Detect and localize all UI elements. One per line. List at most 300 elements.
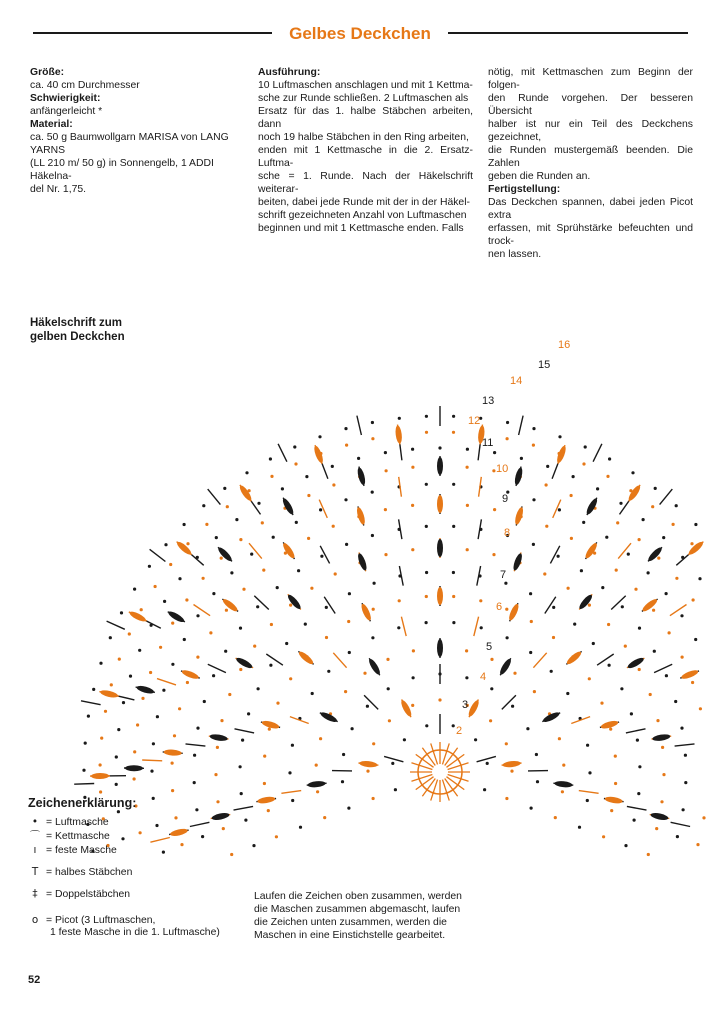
chain-stitch-mark <box>425 724 428 727</box>
cluster-stitch-mark <box>355 506 366 525</box>
cluster-stitch-mark <box>167 610 186 624</box>
chain-stitch-mark <box>489 719 492 722</box>
chain-stitch-mark <box>660 800 663 803</box>
chain-stitch-mark <box>293 445 296 448</box>
chain-stitch-icon: • <box>31 816 39 828</box>
chain-stitch-mark <box>588 677 591 680</box>
round-number-label: 7 <box>500 569 507 581</box>
chain-stitch-mark <box>550 670 553 673</box>
cluster-stitch-mark <box>584 542 599 560</box>
chain-stitch-mark <box>698 577 701 580</box>
cluster-stitch-mark <box>359 760 378 768</box>
round-number-label: 8 <box>504 527 511 539</box>
chain-stitch-mark <box>619 502 622 505</box>
chain-stitch-mark <box>505 608 508 611</box>
cluster-stitch-mark <box>542 711 561 724</box>
chain-stitch-mark <box>299 826 302 829</box>
chain-stitch-mark <box>532 444 535 447</box>
chain-stitch-mark <box>173 734 176 737</box>
chain-stitch-mark <box>316 790 319 793</box>
stitch-mark <box>333 653 346 668</box>
chain-stitch-mark <box>320 555 323 558</box>
chain-stitch-mark <box>253 645 256 648</box>
chain-stitch-mark <box>504 582 507 585</box>
chart-caption-line: gelben Deckchen <box>30 331 125 343</box>
chain-stitch-mark <box>642 518 645 521</box>
cluster-stitch-mark <box>507 603 520 622</box>
stitch-mark <box>266 654 283 665</box>
instruction-line: die Runden mustergemäß beenden. Die Zahlen <box>488 145 693 169</box>
stitch-mark <box>107 621 125 629</box>
round-number-label: 16 <box>558 339 571 351</box>
chain-stitch-mark <box>294 462 297 465</box>
cluster-stitch-mark <box>238 484 253 502</box>
chain-stitch-mark <box>601 586 604 589</box>
legend-item <box>28 844 117 857</box>
cluster-stitch-mark <box>399 699 413 718</box>
chain-stitch-mark <box>388 719 391 722</box>
chain-stitch-mark <box>386 658 389 661</box>
chain-stitch-mark <box>196 727 199 730</box>
chain-stitch-mark <box>220 719 223 722</box>
chain-stitch-mark <box>438 446 441 449</box>
cluster-stitch-mark <box>555 445 567 464</box>
chain-stitch-mark <box>692 598 695 601</box>
chain-stitch-mark <box>586 799 589 802</box>
chain-stitch-mark <box>545 483 548 486</box>
chain-stitch-mark <box>136 723 139 726</box>
chain-stitch-mark <box>363 672 366 675</box>
stitch-mark <box>150 838 169 843</box>
stitch-mark <box>190 822 210 826</box>
chain-stitch-mark <box>202 504 205 507</box>
chain-stitch-mark <box>637 792 640 795</box>
chain-stitch-mark <box>291 799 294 802</box>
chain-stitch-mark <box>558 508 561 511</box>
cluster-stitch-mark <box>512 552 524 571</box>
chain-stitch-mark <box>92 688 95 691</box>
chain-stitch-mark <box>327 670 330 673</box>
chain-stitch-mark <box>239 538 242 541</box>
cluster-stitch-mark <box>502 760 521 768</box>
chain-stitch-mark <box>122 701 125 704</box>
chain-stitch-mark <box>529 592 532 595</box>
chain-stitch-mark <box>223 487 226 490</box>
stitch-mark <box>142 760 162 761</box>
chain-stitch-mark <box>661 746 664 749</box>
picot-icon: o <box>31 914 39 926</box>
round-number-label: 3 <box>462 699 469 711</box>
chain-stitch-mark <box>305 475 308 478</box>
finishing-line: Das Deckchen spannen, dabei jeden Picot extra <box>488 197 693 221</box>
stitch-mark <box>150 549 166 561</box>
chain-stitch-mark <box>371 534 374 537</box>
chain-stitch-mark <box>171 663 174 666</box>
chain-stitch-mark <box>411 548 414 551</box>
legend-item-label: = Luftmasche <box>46 817 109 828</box>
chain-stitch-mark <box>552 606 555 609</box>
chain-stitch-mark <box>281 487 284 490</box>
chain-stitch-mark <box>684 781 687 784</box>
chain-stitch-mark <box>580 569 583 572</box>
chain-stitch-mark <box>657 557 660 560</box>
chain-stitch-mark <box>205 523 208 526</box>
chain-stitch-mark <box>344 498 347 501</box>
stitch-mark <box>281 791 301 794</box>
round-number-label: 2 <box>456 725 463 737</box>
chain-stitch-mark <box>570 537 573 540</box>
chain-stitch-mark <box>681 656 684 659</box>
chain-stitch-mark <box>291 744 294 747</box>
chain-stitch-mark <box>263 782 266 785</box>
chain-stitch-mark <box>247 712 250 715</box>
chain-stitch-mark <box>318 435 321 438</box>
chain-stitch-mark <box>694 638 697 641</box>
chain-stitch-mark <box>529 651 532 654</box>
chain-stitch-mark <box>257 502 260 505</box>
chain-stitch-mark <box>138 649 141 652</box>
chain-stitch-mark <box>425 415 428 418</box>
chain-stitch-mark <box>214 773 217 776</box>
chain-stitch-mark <box>289 677 292 680</box>
cluster-stitch-mark <box>356 467 366 486</box>
chain-stitch-mark <box>133 777 136 780</box>
chain-stitch-mark <box>99 790 102 793</box>
chain-stitch-mark <box>638 538 641 541</box>
chain-stitch-mark <box>268 728 271 731</box>
chain-stitch-mark <box>345 444 348 447</box>
stitch-mark <box>550 546 559 564</box>
cluster-stitch-mark <box>175 540 192 556</box>
chain-stitch-mark <box>240 792 243 795</box>
chain-stitch-mark <box>129 675 132 678</box>
chain-stitch-mark <box>202 577 205 580</box>
chain-stitch-mark <box>452 724 455 727</box>
chain-stitch-mark <box>627 553 630 556</box>
chain-stitch-mark <box>452 415 455 418</box>
round-number-label: 11 <box>482 437 494 449</box>
chain-stitch-mark <box>341 780 344 783</box>
chain-stitch-mark <box>535 753 538 756</box>
chain-stitch-mark <box>156 715 159 718</box>
stitch-mark <box>670 605 687 616</box>
chain-stitch-mark <box>606 475 609 478</box>
chain-stitch-mark <box>675 577 678 580</box>
chain-stitch-mark <box>275 835 278 838</box>
chain-stitch-mark <box>607 623 610 626</box>
instruction-line: noch 19 halbe Stäbchen in den Ring arbeiten, <box>258 132 469 143</box>
crochet-diagram <box>0 240 720 860</box>
size-value: ca. 40 cm Durchmesser <box>30 80 140 91</box>
instruction-line: beginnen und mit 1 Kettmasche enden. Falls <box>258 223 464 234</box>
chain-stitch-mark <box>655 827 658 830</box>
chain-stitch-mark <box>235 518 238 521</box>
chain-stitch-mark <box>452 621 455 624</box>
chain-stitch-mark <box>387 687 390 690</box>
legend-item <box>28 866 132 879</box>
instruction-line: nötig, mit Kettmaschen zum Beginn der folgen- <box>488 67 693 91</box>
chain-stitch-mark <box>371 437 374 440</box>
treble-crochet-icon: ‡ <box>32 888 38 900</box>
chain-stitch-mark <box>109 636 112 639</box>
cluster-stitch-mark <box>647 546 664 563</box>
chain-stitch-mark <box>222 827 225 830</box>
chain-stitch-mark <box>614 755 617 758</box>
cluster-stitch-mark <box>437 539 443 557</box>
chain-stitch-mark <box>201 835 204 838</box>
round-number-label: 6 <box>496 601 503 613</box>
material-line: (LL 210 m/ 50 g) in Sonnengelb, 1 ADDI Häkelna- <box>30 158 214 182</box>
chain-stitch-mark <box>241 739 244 742</box>
chain-stitch-mark <box>676 835 679 838</box>
chain-stitch-mark <box>239 765 242 768</box>
cluster-stitch-mark <box>209 733 228 742</box>
chain-stitch-mark <box>269 457 272 460</box>
chain-stitch-mark <box>289 604 292 607</box>
stitch-mark <box>357 416 362 435</box>
chain-stitch-mark <box>562 764 565 767</box>
page-title: Gelbes Deckchen <box>272 20 448 48</box>
chain-stitch-mark <box>605 536 608 539</box>
chain-stitch-mark <box>558 737 561 740</box>
stitch-mark <box>654 664 672 672</box>
chain-stitch-mark <box>372 742 375 745</box>
note-line: die Maschen zusammen abgemascht, laufen <box>254 904 461 915</box>
cluster-stitch-mark <box>281 497 295 516</box>
stitch-mark <box>627 806 647 810</box>
chain-stitch-mark <box>372 608 375 611</box>
chain-stitch-mark <box>621 605 624 608</box>
chain-stitch-mark <box>452 571 455 574</box>
chain-stitch-mark <box>332 483 335 486</box>
chain-stitch-mark <box>492 553 495 556</box>
chain-stitch-mark <box>212 674 215 677</box>
chain-stitch-mark <box>342 753 345 756</box>
chain-stitch-mark <box>532 427 535 430</box>
cluster-stitch-mark <box>498 657 513 675</box>
chain-stitch-mark <box>452 431 455 434</box>
chain-stitch-mark <box>586 744 589 747</box>
stitch-mark <box>194 605 211 616</box>
chain-stitch-mark <box>536 780 539 783</box>
round-number-label: 15 <box>538 359 551 371</box>
stitch-mark <box>235 729 255 733</box>
chain-stitch-mark <box>465 676 468 679</box>
cluster-stitch-mark <box>514 506 525 525</box>
cluster-stitch-mark <box>585 497 599 516</box>
stitch-mark <box>249 543 262 558</box>
chain-stitch-mark <box>323 816 326 819</box>
stitch-mark <box>401 617 406 636</box>
chain-stitch-mark <box>99 763 102 766</box>
stitch-mark <box>593 444 602 462</box>
note-paragraph <box>254 890 474 942</box>
chain-stitch-mark <box>242 588 245 591</box>
cluster-stitch-mark <box>313 445 325 464</box>
chain-stitch-mark <box>347 620 350 623</box>
chain-stitch-mark <box>532 498 535 501</box>
stitch-mark <box>384 756 403 761</box>
chain-stitch-mark <box>325 636 328 639</box>
chain-stitch-mark <box>584 445 587 448</box>
cluster-stitch-mark <box>235 656 254 670</box>
chain-stitch-mark <box>285 642 288 645</box>
stitch-mark <box>579 791 599 794</box>
instruction-line: enden mit 1 Kettmasche in die 2. Ersatz-Luftma- <box>258 145 473 169</box>
chain-stitch-mark <box>411 704 414 707</box>
difficulty-label: Schwierigkeit: <box>30 93 101 104</box>
cluster-stitch-mark <box>217 546 234 563</box>
chain-stitch-mark <box>398 599 401 602</box>
chain-stitch-mark <box>609 728 612 731</box>
chain-stitch-mark <box>178 577 181 580</box>
chain-stitch-mark <box>596 487 599 490</box>
cluster-stitch-mark <box>221 597 239 613</box>
cluster-stitch-mark <box>136 684 155 695</box>
chain-stitch-mark <box>624 645 627 648</box>
chain-stitch-mark <box>203 700 206 703</box>
chain-stitch-mark <box>608 664 611 667</box>
chain-stitch-mark <box>186 542 189 545</box>
chain-stitch-mark <box>347 807 350 810</box>
stitch-mark <box>278 444 287 462</box>
chain-stitch-mark <box>310 587 313 590</box>
chain-stitch-mark <box>616 521 619 524</box>
chain-stitch-mark <box>115 783 118 786</box>
info-column-finishing <box>488 66 693 261</box>
chain-stitch-mark <box>99 662 102 665</box>
cluster-stitch-mark <box>100 689 119 699</box>
chain-stitch-mark <box>319 508 322 511</box>
chain-stitch-mark <box>662 773 665 776</box>
chain-stitch-mark <box>633 819 636 822</box>
chain-stitch-mark <box>425 571 428 574</box>
chain-stitch-mark <box>403 738 406 741</box>
chain-stitch-mark <box>526 727 529 730</box>
chain-stitch-mark <box>608 457 611 460</box>
chain-stitch-mark <box>490 658 493 661</box>
legend-item-label: = Picot (3 Luftmaschen, <box>46 915 156 926</box>
material-label: Material: <box>30 119 73 130</box>
chain-stitch-mark <box>533 690 536 693</box>
chain-stitch-mark <box>104 710 107 713</box>
round-number-label: 9 <box>502 493 509 505</box>
chain-stitch-mark <box>171 789 174 792</box>
chain-stitch-mark <box>602 835 605 838</box>
chain-stitch-mark <box>680 614 683 617</box>
chain-stitch-mark <box>270 475 273 478</box>
round-number-labels <box>456 339 570 737</box>
chain-stitch-mark <box>552 636 555 639</box>
chain-stitch-mark <box>141 697 144 700</box>
cluster-stitch-mark <box>125 765 143 771</box>
chain-stitch-mark <box>220 557 223 560</box>
chain-stitch-mark <box>578 826 581 829</box>
chain-stitch-mark <box>638 668 641 671</box>
page-number: 52 <box>28 974 41 986</box>
instruction-line: Ersatz für das 1. halbe Stäbchen arbeiten, dann <box>258 106 473 130</box>
legend <box>28 796 268 938</box>
chain-stitch-mark <box>582 521 585 524</box>
chain-stitch-mark <box>139 831 142 834</box>
chain-stitch-mark <box>345 543 348 546</box>
chain-stitch-mark <box>384 451 387 454</box>
chain-stitch-mark <box>162 689 165 692</box>
cluster-stitch-mark <box>680 668 699 680</box>
chain-stitch-mark <box>691 681 694 684</box>
chain-stitch-mark <box>513 672 516 675</box>
stitch-mark <box>671 822 691 826</box>
cluster-stitch-mark <box>554 780 573 788</box>
difficulty-value: anfängerleicht * <box>30 106 103 117</box>
chain-stitch-mark <box>252 844 255 847</box>
chain-stitch-mark <box>452 525 455 528</box>
chain-stitch-mark <box>506 421 509 424</box>
chain-stitch-mark <box>385 469 388 472</box>
stitch-mark <box>545 597 556 614</box>
chain-stitch-mark <box>411 504 414 507</box>
chain-stitch-mark <box>674 700 677 703</box>
chain-stitch-mark <box>570 494 573 497</box>
cluster-stitch-mark <box>650 812 669 821</box>
chain-stitch-mark <box>620 687 623 690</box>
cluster-stitch-mark <box>437 457 443 475</box>
chain-stitch-mark <box>652 609 655 612</box>
chain-stitch-mark <box>169 563 172 566</box>
chain-stitch-mark <box>452 595 455 598</box>
stitch-mark <box>626 729 646 733</box>
chain-stitch-mark <box>384 553 387 556</box>
chain-stitch-mark <box>631 471 634 474</box>
chain-stitch-mark <box>162 851 165 854</box>
chain-stitch-mark <box>684 754 687 757</box>
stitch-mark <box>533 653 546 668</box>
chain-stitch-mark <box>100 737 103 740</box>
chain-stitch-mark <box>180 843 183 846</box>
cluster-stitch-mark <box>307 780 326 788</box>
stitch-mark <box>597 654 614 665</box>
finishing-label: Fertigstellung: <box>488 184 561 195</box>
chain-stitch-mark <box>164 543 167 546</box>
chain-stitch-mark <box>654 487 657 490</box>
chain-stitch-mark <box>520 457 523 460</box>
chain-stitch-mark <box>573 623 576 626</box>
chain-stitch-mark <box>557 555 560 558</box>
chain-stitch-mark <box>624 844 627 847</box>
cluster-stitch-mark <box>281 542 296 560</box>
chain-stitch-mark <box>412 676 415 679</box>
chain-stitch-mark <box>545 525 548 528</box>
chain-stitch-mark <box>193 754 196 757</box>
chain-stitch-mark <box>82 769 85 772</box>
chain-stitch-mark <box>425 483 428 486</box>
chain-stitch-mark <box>490 687 493 690</box>
material-line: ca. 50 g Baumwollgarn MARISA von LANG YARNS <box>30 132 229 156</box>
chain-stitch-mark <box>466 504 469 507</box>
chain-stitch-mark <box>263 755 266 758</box>
stitch-mark <box>519 416 524 435</box>
note-line: Laufen die Zeichen oben zusammen, werden <box>254 891 462 902</box>
chain-stitch-mark <box>466 448 469 451</box>
stitch-mark <box>208 664 226 672</box>
chain-stitch-mark <box>682 808 685 811</box>
chain-stitch-mark <box>546 465 549 468</box>
chain-stitch-mark <box>511 705 514 708</box>
chain-stitch-mark <box>567 587 570 590</box>
chain-stitch-mark <box>486 762 489 765</box>
chain-stitch-mark <box>256 605 259 608</box>
chain-stitch-mark <box>150 770 153 773</box>
